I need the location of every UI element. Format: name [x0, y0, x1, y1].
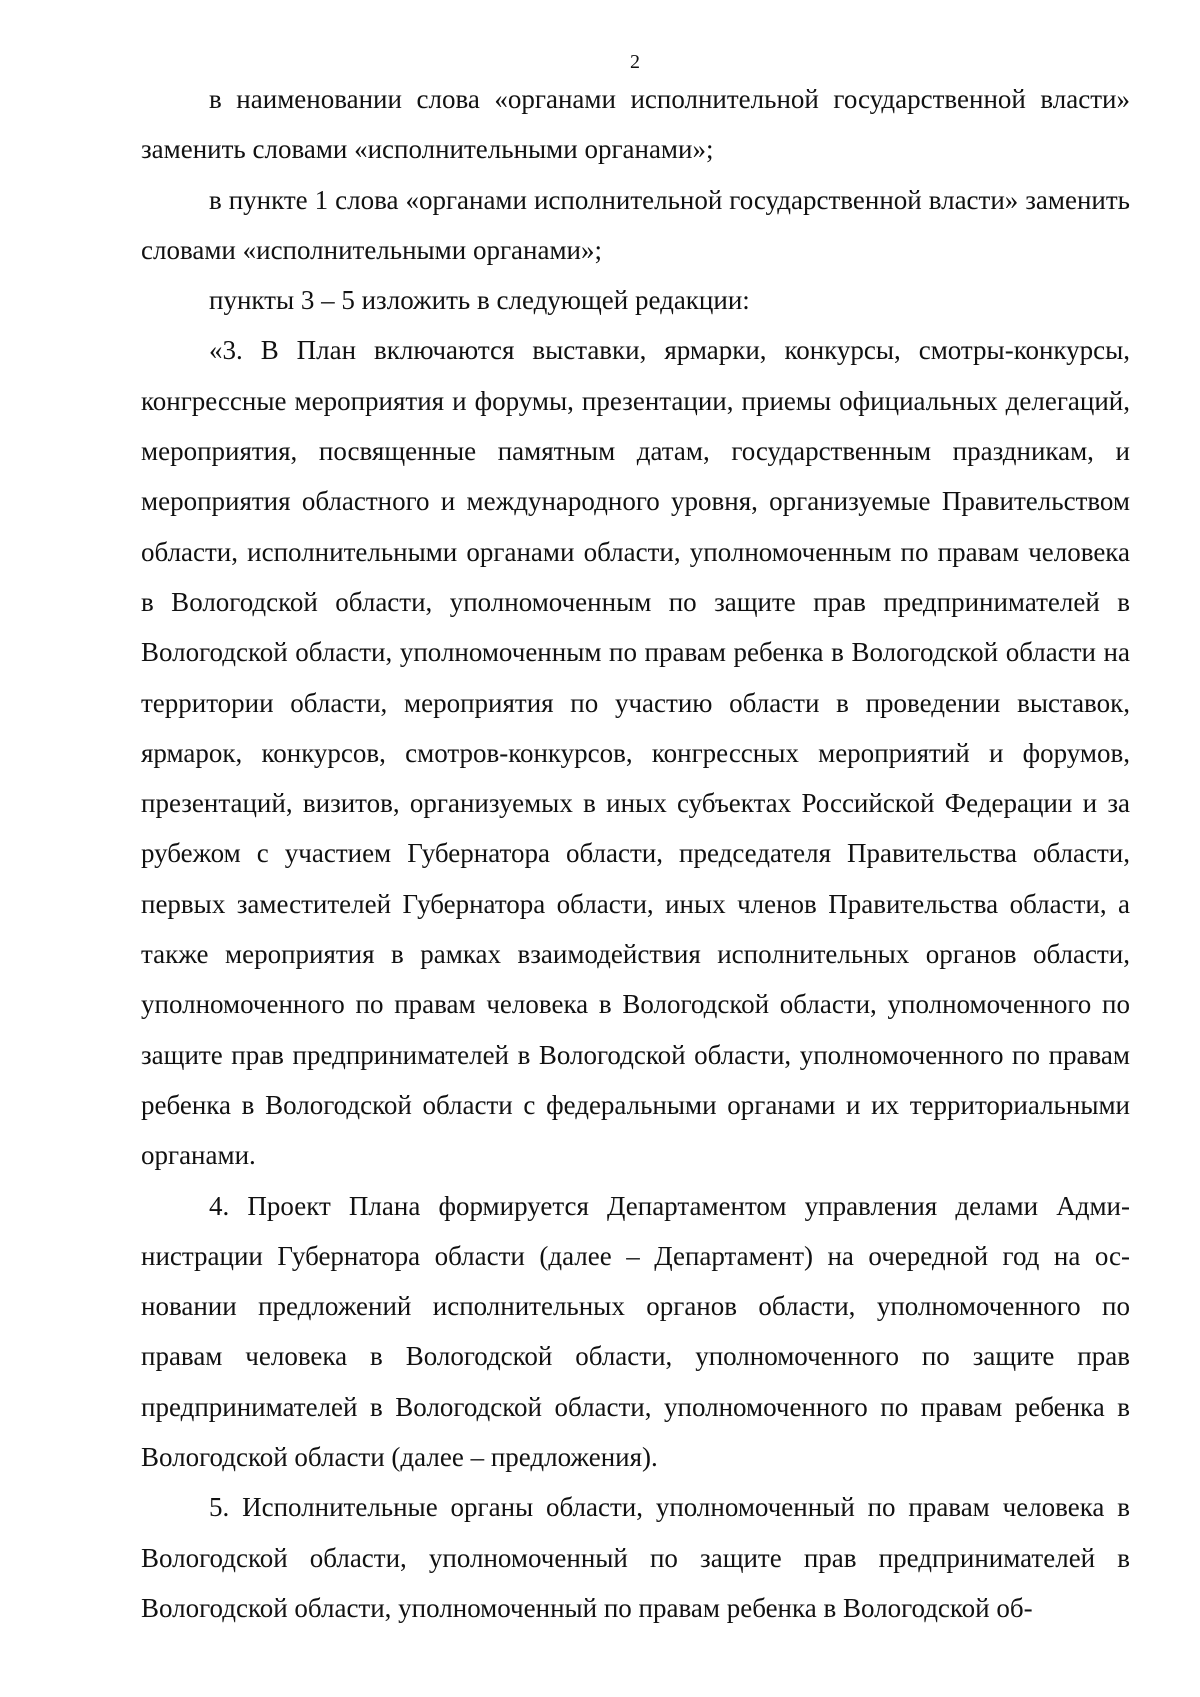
paragraph-point-3: «3. В План включаются выставки, ярмарки, конкурсы, смотры-конкурсы, конгрессные мероприятия и форумы, презентации, приемы официальных делегаций, мероприятия, посвященные памятным датам, государственным праздникам, и мероприятия областного и международного уровня, организуемые Правительством области, исполнительными органами области, уполномоченным по правам человека в Вологодской области, уполномоченным по защите прав предпринимателей в Вологодской области, уполномоченным по правам ребенка в Вологодской области на территории области, мероприятия по участию области в проведении выставок, ярмарок, конкурсов, смотров-конкурсов, конгрессных мероприятий и форумов, презентаций, визитов, организуемых в иных субъектах Российской Федерации и за рубежом с участием Губернатора области, председателя Правительства области, первых заместителей Губернатора области, иных членов Правительства области, а также мероприятия в рамках взаимодействия исполнительных органов области, уполномоченного по правам человека в Вологодской области, уполномоченного по защите прав предпринимателей в Вологодской области, уполномоченного по правам ребенка в Вологодской области с федеральными органами и их территориальными органами.: [141, 335, 1130, 1171]
page-number: 2: [630, 51, 640, 73]
paragraph-points-3-5-intro: пункты 3 – 5 изложить в следующей редакции:: [209, 285, 750, 316]
paragraph-title-amendment: в наименовании слова «органами исполнительной государственной власти» заменить словами «исполнительными органами»;: [141, 84, 1130, 165]
document-body: [141, 74, 1130, 1633]
paragraph-point-4: 4. Проект Плана формируется Департаментом управления делами Администрации Губернатора области (далее – Департамент) на очередной год на основании предложений исполнительных органов области, уполномоченного по правам человека в Вологодской области, уполномоченного по защите прав предпринимателей в Вологодской области, уполномоченного по правам ребенка в Вологодской области (далее – предложения).: [141, 1190, 1130, 1473]
paragraph-point-5: 5. Исполнительные органы области, уполномоченный по правам человека в Вологодской области, уполномоченный по защите прав предпринимателей в Вологодской области, уполномоченный по правам ребенка в Вологодской об-: [141, 1492, 1130, 1623]
paragraph-point-1-amendment: в пункте 1 слова «органами исполнительной государственной власти» заменить словами «исполнительными органами»;: [141, 184, 1130, 265]
